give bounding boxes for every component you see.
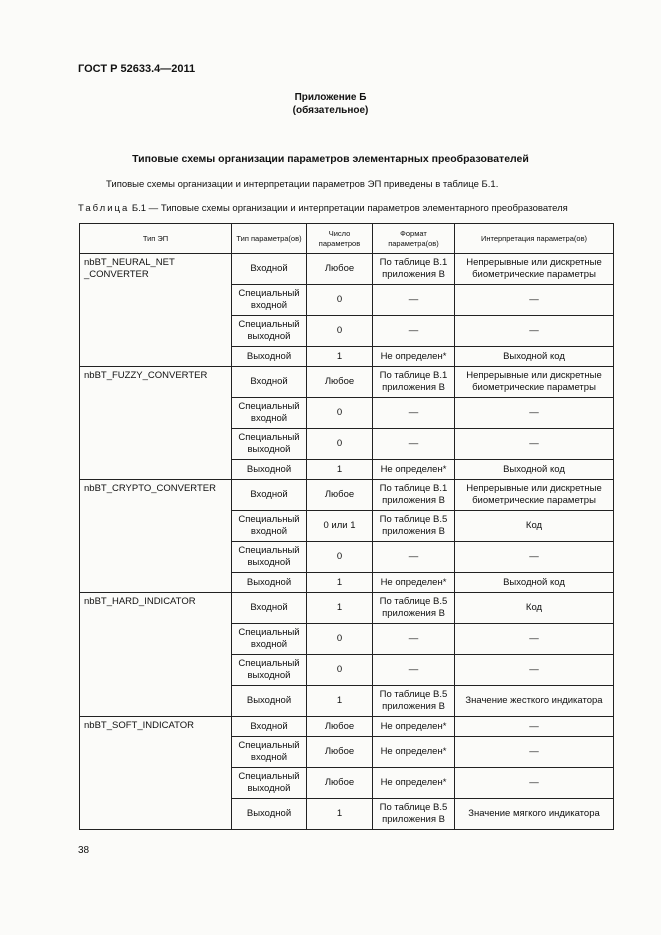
col-header-interpretation: Интерпретация параметра(ов) [455, 224, 614, 254]
param-type-cell: Выходной [232, 347, 307, 367]
table-caption [78, 203, 568, 214]
param-type-cell: Входной [232, 254, 307, 285]
format-cell: По таблице В.1 приложения В [373, 480, 455, 511]
format-cell: — [373, 398, 455, 429]
count-cell: Любое [307, 717, 373, 737]
table-body [80, 254, 614, 830]
table-row [80, 367, 614, 398]
format-cell: По таблице В.5 приложения В [373, 686, 455, 717]
interpretation-cell: Код [455, 593, 614, 624]
format-cell: Не определен* [373, 717, 455, 737]
converter-type-cell: nbBT_FUZZY_CONVERTER [80, 367, 232, 480]
param-type-cell: Входной [232, 367, 307, 398]
count-cell: Любое [307, 480, 373, 511]
format-cell: — [373, 429, 455, 460]
table-row [80, 593, 614, 624]
count-cell: 0 [307, 398, 373, 429]
param-type-cell: Входной [232, 480, 307, 511]
table-caption-text: Б.1 — Типовые схемы организации и интерпретации параметров элементарного преобразователя [131, 203, 568, 214]
param-type-cell: Входной [232, 593, 307, 624]
interpretation-cell: — [455, 655, 614, 686]
interpretation-cell: Значение жесткого индикатора [455, 686, 614, 717]
table-header-row [80, 224, 614, 254]
interpretation-cell: — [455, 429, 614, 460]
count-cell: 0 [307, 429, 373, 460]
count-cell: 0 или 1 [307, 511, 373, 542]
interpretation-cell: Выходной код [455, 573, 614, 593]
param-type-cell: Специальный входной [232, 624, 307, 655]
interpretation-cell: Непрерывные или дискретные биометрические параметры [455, 254, 614, 285]
table-row [80, 480, 614, 511]
interpretation-cell: — [455, 717, 614, 737]
interpretation-cell: — [455, 285, 614, 316]
converter-type-cell: nbBT_HARD_INDICATOR [80, 593, 232, 717]
count-cell: Любое [307, 737, 373, 768]
col-header-count: Число параметров [307, 224, 373, 254]
standard-number: ГОСТ Р 52633.4—2011 [78, 63, 196, 75]
table-caption-prefix: Таблица [78, 203, 130, 214]
interpretation-cell: — [455, 624, 614, 655]
interpretation-cell: Код [455, 511, 614, 542]
interpretation-cell: — [455, 768, 614, 799]
interpretation-cell: — [455, 316, 614, 347]
count-cell: 1 [307, 686, 373, 717]
param-type-cell: Специальный выходной [232, 542, 307, 573]
interpretation-cell: Выходной код [455, 347, 614, 367]
param-type-cell: Специальный входной [232, 737, 307, 768]
annex-heading [0, 91, 661, 117]
format-cell: Не определен* [373, 460, 455, 480]
interpretation-cell: Непрерывные или дискретные биометрические параметры [455, 367, 614, 398]
format-cell: Не определен* [373, 573, 455, 593]
converter-type-cell: nbBT_CRYPTO_CONVERTER [80, 480, 232, 593]
format-cell: — [373, 316, 455, 347]
section-title: Типовые схемы организации параметров элементарных преобразователей [132, 153, 529, 165]
col-header-type: Тип ЭП [80, 224, 232, 254]
col-header-param-type: Тип параметра(ов) [232, 224, 307, 254]
table-row [80, 717, 614, 737]
param-type-cell: Специальный входной [232, 285, 307, 316]
page-number: 38 [78, 845, 90, 856]
param-type-cell: Выходной [232, 686, 307, 717]
format-cell: — [373, 285, 455, 316]
interpretation-cell: — [455, 398, 614, 429]
count-cell: 0 [307, 655, 373, 686]
table-row [80, 254, 614, 285]
interpretation-cell: Выходной код [455, 460, 614, 480]
format-cell: — [373, 624, 455, 655]
annex-title: Приложение Б [294, 92, 367, 103]
format-cell: — [373, 655, 455, 686]
annex-status: (обязательное) [292, 105, 369, 116]
interpretation-cell: — [455, 542, 614, 573]
col-header-format: Формат параметра(ов) [373, 224, 455, 254]
count-cell: 0 [307, 285, 373, 316]
count-cell: Любое [307, 367, 373, 398]
converter-type-cell: nbBT_NEURAL_NET _CONVERTER [80, 254, 232, 367]
param-type-cell: Специальный выходной [232, 655, 307, 686]
format-cell: По таблице В.5 приложения В [373, 511, 455, 542]
intro-paragraph: Типовые схемы организации и интерпретации параметров ЭП приведены в таблице Б.1. [106, 179, 499, 190]
param-type-cell: Специальный выходной [232, 429, 307, 460]
format-cell: По таблице В.5 приложения В [373, 799, 455, 830]
format-cell: — [373, 542, 455, 573]
parameters-table [79, 223, 614, 830]
format-cell: Не определен* [373, 768, 455, 799]
interpretation-cell: Непрерывные или дискретные биометрические параметры [455, 480, 614, 511]
format-cell: По таблице В.1 приложения В [373, 367, 455, 398]
param-type-cell: Выходной [232, 573, 307, 593]
count-cell: 1 [307, 593, 373, 624]
param-type-cell: Специальный входной [232, 511, 307, 542]
count-cell: Любое [307, 254, 373, 285]
param-type-cell: Специальный выходной [232, 316, 307, 347]
format-cell: Не определен* [373, 737, 455, 768]
interpretation-cell: Значение мягкого индикатора [455, 799, 614, 830]
count-cell: 1 [307, 347, 373, 367]
count-cell: 0 [307, 542, 373, 573]
count-cell: 0 [307, 624, 373, 655]
param-type-cell: Входной [232, 717, 307, 737]
format-cell: Не определен* [373, 347, 455, 367]
count-cell: 1 [307, 799, 373, 830]
count-cell: Любое [307, 768, 373, 799]
param-type-cell: Выходной [232, 799, 307, 830]
format-cell: По таблице В.5 приложения В [373, 593, 455, 624]
converter-type-cell: nbBT_SOFT_INDICATOR [80, 717, 232, 830]
format-cell: По таблице В.1 приложения В [373, 254, 455, 285]
count-cell: 1 [307, 573, 373, 593]
count-cell: 1 [307, 460, 373, 480]
param-type-cell: Выходной [232, 460, 307, 480]
count-cell: 0 [307, 316, 373, 347]
param-type-cell: Специальный входной [232, 398, 307, 429]
interpretation-cell: — [455, 737, 614, 768]
param-type-cell: Специальный выходной [232, 768, 307, 799]
